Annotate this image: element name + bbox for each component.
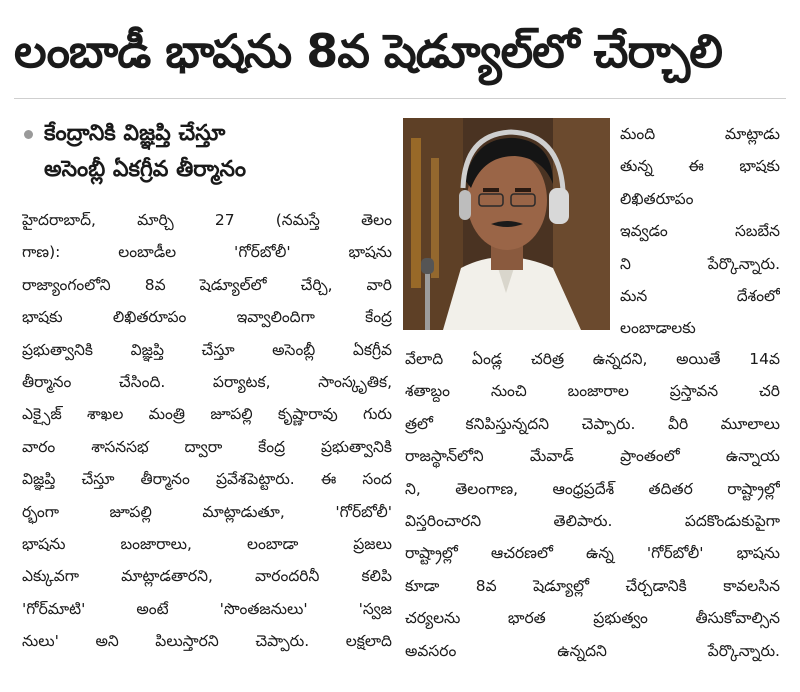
article-body-right-narrow bbox=[620, 118, 780, 345]
article-body-right-wide bbox=[405, 343, 780, 667]
text-line: ఎక్కువగా మాట్లాడతారని, వారందరినీ కలిపి bbox=[22, 567, 392, 586]
text-line: ప్రభుత్వానికి విజ్ఞప్తి చేస్తూ అసెంబ్లీ ఏకగ్రీవ bbox=[22, 340, 392, 359]
text-line: రాష్ట్రాల్లో ఆచరణలో ఉన్న 'గోర్‌బోలీ' భాషను bbox=[405, 544, 780, 563]
text-line: హైదరాబాద్, మార్చి 27 (నమస్తే తెలం bbox=[22, 211, 392, 229]
text-line: భాషకు లిఖితరూపం ఇవ్వాలిందిగా కేంద్ర bbox=[22, 308, 392, 327]
headline-divider bbox=[14, 98, 786, 99]
text-line: తీర్మానం చేసింది. పర్యాటక, సాంస్కృతిక, bbox=[22, 373, 392, 392]
text-line: లిఖితరూపం bbox=[620, 189, 694, 208]
text-line: భాషను బంజారాలు, లంబాడా ప్రజలు bbox=[22, 535, 392, 554]
text-line: కూడా 8వ షెడ్యూల్లో చేర్చడానికి కావలసిన bbox=[405, 576, 780, 595]
bullet-icon bbox=[24, 130, 33, 139]
text-line: మంది మాట్లాడు bbox=[620, 125, 780, 143]
subheading-line-1 bbox=[22, 116, 394, 152]
subheading bbox=[22, 116, 394, 188]
text-line: ని, తెలంగాణ, ఆంధ్రప్రదేశ్ తదితర రాష్ట్రాల్లో bbox=[405, 479, 780, 498]
text-line: మన దేశంలో bbox=[620, 287, 780, 306]
subheading-line-2: అసెంబ్లీ ఏకగ్రీవ తీర్మానం bbox=[44, 157, 247, 182]
text-line: నులు' అని పిలుస్తారని చెప్పారు. లక్షలాది bbox=[22, 632, 392, 651]
text-line: ఎక్సైజ్ శాఖల మంత్రి జూపల్లి కృష్ణారావు గురు bbox=[22, 405, 392, 424]
text-line: అవసరం ఉన్నదని పేర్కొన్నారు. bbox=[405, 641, 780, 660]
text-line: లంబాడాలకు bbox=[620, 319, 696, 338]
text-line: గాణ): లంబాడీల 'గోర్‌బోలీ' భాషను bbox=[22, 243, 392, 262]
text-line: ర్భంగా జూపల్లి మాట్లాడుతూ, 'గోర్‌బోలీ' bbox=[22, 502, 392, 521]
text-line: వేలాది ఏండ్ల చరిత్ర ఉన్నదని, అయితే 14వ bbox=[405, 350, 780, 368]
text-line: శతాబ్దం నుంచి బంజారాల ప్రస్తావన చరి bbox=[405, 382, 780, 401]
text-line: 'గోర్‌మాటి' అంటే 'సొంతజనులు' 'స్వజ bbox=[22, 599, 392, 618]
text-line: ఇవ్వడం సబబేన bbox=[620, 222, 780, 241]
text-line: త్రలో కనిపిస్తున్నదని చెప్పారు. వీరి మూలాలు bbox=[405, 414, 780, 433]
text-line: రాజ్యాంగంలోని 8వ షెడ్యూల్‌లో చేర్చి, వారి bbox=[22, 275, 392, 294]
text-line: వారం శాసనసభ ద్వారా కేంద్ర ప్రభుత్వానికి bbox=[22, 437, 392, 456]
text-line: చర్యలను భారత ప్రభుత్వం తీసుకోవాల్సిన bbox=[405, 609, 780, 628]
text-line: విస్తరించారని తెలిపారు. పదకొండుకుపైగా bbox=[405, 512, 780, 531]
person-photo-icon bbox=[403, 118, 610, 330]
text-line: విజ్ఞప్తి చేస్తూ తీర్మానం ప్రవేశపెట్టారు. ఈ సంద bbox=[22, 470, 392, 489]
subheading-text-1: కేంద్రానికి విజ్ఞప్తి చేస్తూ bbox=[44, 121, 226, 146]
article-body-left bbox=[22, 204, 392, 658]
headline: లంబాడీ భాషను 8వ షెడ్యూల్‌లో చేర్చాలి bbox=[14, 24, 722, 78]
text-line: రాజస్థాన్‌లోని మేవాడ్ ప్రాంతంలో ఉన్నాయ bbox=[405, 447, 780, 466]
photo bbox=[403, 118, 610, 330]
text-line: ని పేర్కొన్నారు. bbox=[620, 254, 780, 273]
text-line: తున్న ఈ భాషకు bbox=[620, 157, 780, 176]
